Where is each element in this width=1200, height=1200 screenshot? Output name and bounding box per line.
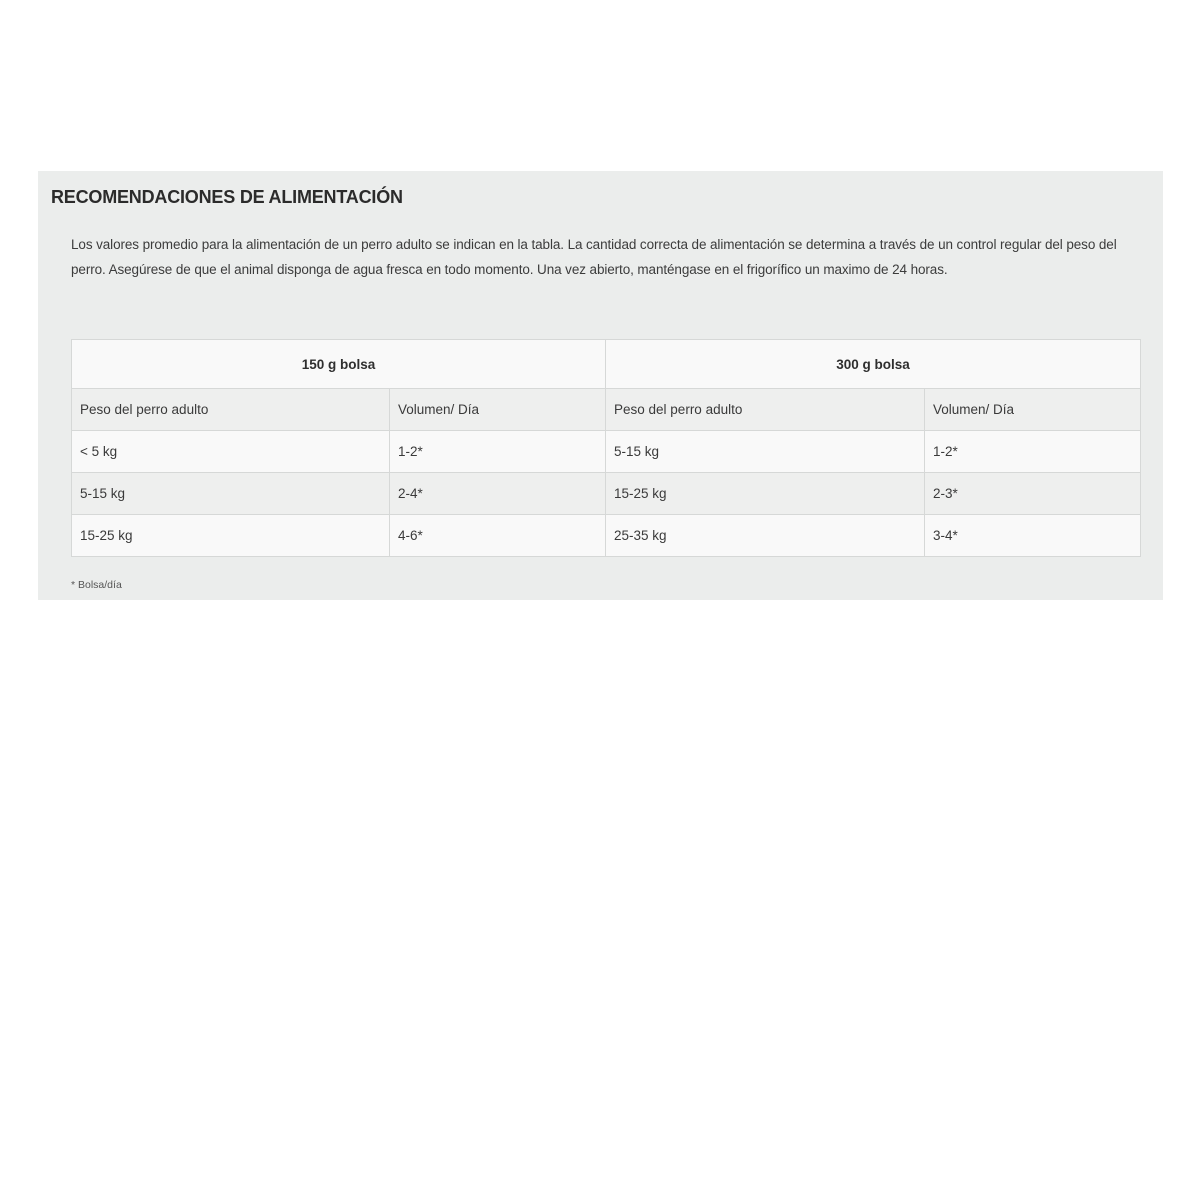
table-cell: 1-2* <box>390 431 606 473</box>
table-row <box>72 473 1141 515</box>
intro-text: Los valores promedio para la alimentación de un perro adulto se indican en la tabla. La cantidad correcta de alimentación se determina a través de un control regular del peso del perro. Asegúrese de que el animal disponga de agua fresca en todo momento. Una vez abierto, manténgase en el frigorífico un maximo de 24 horas. <box>71 237 1117 277</box>
table-cell: 2-3* <box>925 473 1141 515</box>
table-row <box>72 431 1141 473</box>
table-cell: 15-25 kg <box>606 473 925 515</box>
table-cell: 15-25 kg <box>72 515 390 557</box>
table-cell: 2-4* <box>390 473 606 515</box>
table-cell: 3-4* <box>925 515 1141 557</box>
table-cell: 25-35 kg <box>606 515 925 557</box>
group-header-150g: 150 g bolsa <box>72 340 606 389</box>
table-cell: 1-2* <box>925 431 1141 473</box>
table-cell: 5-15 kg <box>606 431 925 473</box>
group-header-300g: 300 g bolsa <box>606 340 1141 389</box>
column-header: Peso del perro adulto <box>72 389 390 431</box>
footnote: * Bolsa/día <box>71 579 122 591</box>
column-header: Peso del perro adulto <box>606 389 925 431</box>
column-header: Volumen/ Día <box>390 389 606 431</box>
table-group-header-row <box>72 340 1141 389</box>
section-title: RECOMENDACIONES DE ALIMENTACIÓN <box>51 187 403 207</box>
table-cell: 4-6* <box>390 515 606 557</box>
feeding-recommendations-panel <box>38 171 1163 600</box>
table-row <box>72 515 1141 557</box>
table-cell: < 5 kg <box>72 431 390 473</box>
feeding-table <box>71 339 1141 557</box>
table-cell: 5-15 kg <box>72 473 390 515</box>
column-header: Volumen/ Día <box>925 389 1141 431</box>
table-column-header-row <box>72 389 1141 431</box>
